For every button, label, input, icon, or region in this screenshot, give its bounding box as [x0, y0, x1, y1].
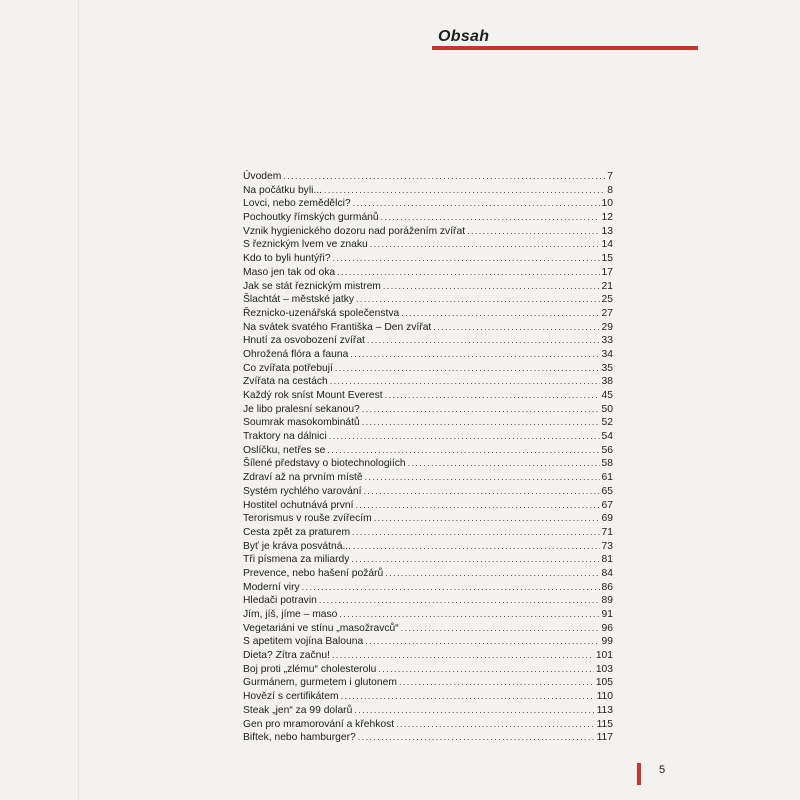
toc-entry-page: 113 [596, 704, 613, 716]
toc-entry-page: 13 [601, 225, 613, 237]
toc-dot-leader [329, 430, 600, 444]
toc-dot-leader [362, 416, 600, 430]
toc-entry-page: 33 [601, 335, 613, 347]
toc-entry [243, 362, 613, 376]
toc-entry-title: Hostitel ochutnává první [243, 499, 354, 511]
toc-entry-page: 29 [601, 321, 613, 333]
toc-dot-leader [353, 197, 600, 211]
toc-dot-leader [327, 444, 599, 458]
toc-dot-leader [374, 512, 600, 526]
toc-entry-title: Biftek, nebo hamburger? [243, 732, 356, 744]
toc-entry-title: Traktory na dálnici [243, 431, 327, 443]
toc-entry-page: 12 [601, 212, 613, 224]
toc-entry [243, 252, 613, 266]
toc-dot-leader [363, 485, 599, 499]
toc-entry [243, 184, 613, 198]
toc-entry-title: Vegetariáni ve stínu „masožravců“ [243, 622, 399, 634]
toc-dot-leader [330, 375, 600, 389]
toc-entry [243, 731, 613, 745]
toc-entry-page: 101 [595, 650, 613, 662]
toc-dot-leader [362, 403, 600, 417]
toc-entry-title: Oslíčku, netřes se [243, 444, 326, 456]
toc-entry-title: Maso jen tak od oka [243, 266, 336, 278]
toc-entry-title: Vznik hygienického dozoru nad porážením zvířat [243, 225, 466, 237]
toc-entry-title: Terorismus v rouše zvířecím [243, 513, 372, 525]
toc-dot-leader [399, 676, 594, 690]
toc-entry [243, 512, 613, 526]
toc-dot-leader [385, 567, 599, 581]
toc-entry-page: 84 [601, 567, 613, 579]
toc-entry-title: Byť je kráva posvátná... [243, 540, 352, 552]
toc-entry [243, 238, 613, 252]
toc-entry [243, 704, 613, 718]
toc-dot-leader [339, 608, 599, 622]
toc-entry-page: 52 [601, 417, 613, 429]
toc-entry-page: 7 [607, 171, 613, 182]
toc-entry-page: 65 [601, 485, 613, 497]
toc-entry-title: Na počátku byli... [243, 184, 322, 196]
footer-accent-bar [637, 763, 641, 785]
toc-entry-page: 54 [601, 431, 613, 443]
toc-entry-page: 50 [601, 403, 613, 415]
toc-entry-title: Gurmánem, gurmetem i glutonem [243, 677, 397, 689]
toc-dot-leader [319, 594, 600, 608]
toc-entry-page: 115 [596, 718, 613, 730]
toc-dot-leader [381, 211, 600, 225]
toc-entry-page: 10 [601, 198, 613, 210]
page-number: 5 [659, 764, 666, 776]
toc-entry-title: Co zvířata potřebují [243, 362, 333, 374]
toc-entry [243, 430, 613, 444]
toc-entry [243, 403, 613, 417]
toc-entry-page: 15 [601, 253, 613, 265]
toc-entry [243, 170, 613, 184]
toc-dot-leader [385, 389, 600, 403]
toc-entry [243, 211, 613, 225]
toc-entry-title: Jak se stát řeznickým mistrem [243, 280, 381, 292]
title-underline-rule [432, 46, 698, 50]
toc-entry [243, 553, 613, 567]
toc-dot-leader [383, 280, 600, 294]
toc-entry [243, 444, 613, 458]
toc-entry-title: Dieta? Zítra začnu! [243, 650, 330, 662]
toc-dot-leader [353, 540, 600, 554]
toc-entry [243, 416, 613, 430]
toc-entry-page: 103 [595, 663, 613, 675]
toc-dot-leader [352, 526, 600, 540]
toc-dot-leader [337, 266, 599, 280]
toc-entry-title: Šlachtát – městské jatky [243, 294, 355, 306]
toc-entry-page: 69 [601, 513, 613, 525]
toc-entry-page: 35 [601, 362, 613, 374]
toc-entry-title: Zvířata na cestách [243, 376, 328, 388]
toc-dot-leader [365, 471, 600, 485]
toc-entry [243, 608, 613, 622]
toc-entry [243, 348, 613, 362]
toc-entry-page: 21 [601, 280, 613, 292]
toc-dot-leader [370, 238, 600, 252]
toc-entry [243, 594, 613, 608]
toc-dot-leader [324, 184, 605, 198]
page-title: Obsah [438, 28, 490, 45]
toc-entry-title: Řeznicko-uzenářská společenstva [243, 307, 400, 319]
toc-entry-page: 117 [596, 732, 613, 744]
toc-entry-page: 99 [601, 636, 613, 648]
toc-entry-page: 67 [601, 499, 613, 511]
toc-entry-page: 45 [601, 390, 613, 401]
toc-dot-leader [335, 362, 600, 376]
toc-dot-leader [401, 622, 600, 636]
toc-dot-leader [367, 334, 600, 348]
toc-entry-title: Kdo to byli huntýři? [243, 253, 331, 265]
toc-entry-title: Hledači potravin [243, 595, 317, 607]
toc-dot-leader [356, 293, 600, 307]
toc-entry [243, 197, 613, 211]
toc-dot-leader [365, 635, 599, 649]
toc-entry [243, 663, 613, 677]
toc-dot-leader [302, 581, 600, 595]
toc-entry-title: Soumrak masokombinátů [243, 417, 360, 429]
toc-entry-page: 81 [601, 554, 613, 566]
toc-entry [243, 485, 613, 499]
toc-entry [243, 567, 613, 581]
toc-entry-page: 8 [607, 184, 613, 196]
toc-entry-title: S apetitem vojína Balouna [243, 636, 364, 648]
toc-entry-page: 91 [601, 609, 613, 620]
toc-dot-leader [401, 307, 599, 321]
toc-entry-title: S řeznickým lvem ve znaku [243, 239, 368, 251]
toc-dot-leader [396, 718, 594, 732]
toc-entry-title: Zdraví až na prvním místě [243, 472, 363, 484]
toc-entry-title: Lovci, nebo zemědělci? [243, 198, 351, 210]
toc-entry-page: 58 [601, 458, 613, 470]
toc-entry-title: Systém rychlého varování [243, 485, 362, 497]
toc-dot-leader [283, 170, 605, 184]
toc-entry [243, 622, 613, 636]
toc-entry-title: Jím, jíš, jíme – maso [243, 609, 338, 620]
toc-entry [243, 280, 613, 294]
toc-dot-leader [332, 649, 594, 663]
toc-dot-leader [351, 553, 599, 567]
toc-dot-leader [408, 457, 600, 471]
table-of-contents [243, 170, 613, 745]
toc-entry-title: Každý rok sníst Mount Everest [243, 390, 383, 401]
toc-entry [243, 649, 613, 663]
toc-entry [243, 321, 613, 335]
toc-entry [243, 676, 613, 690]
toc-entry-page: 61 [601, 472, 613, 484]
toc-entry-page: 73 [601, 540, 613, 552]
toc-dot-leader [358, 731, 595, 745]
toc-entry-page: 89 [601, 595, 613, 607]
toc-entry [243, 225, 613, 239]
toc-entry-page: 71 [601, 526, 613, 538]
toc-entry-title: Šílené představy o biotechnologiích [243, 458, 406, 470]
toc-entry [243, 471, 613, 485]
toc-entry-page: 110 [596, 691, 613, 703]
toc-entry-page: 25 [601, 294, 613, 306]
toc-entry [243, 499, 613, 513]
page-edge-shadow [78, 0, 79, 800]
toc-entry-page: 27 [601, 307, 613, 319]
toc-entry [243, 307, 613, 321]
toc-entry [243, 389, 613, 403]
toc-entry-page: 17 [601, 266, 613, 278]
toc-dot-leader [350, 348, 599, 362]
toc-entry-title: Moderní viry [243, 581, 300, 593]
toc-entry-title: Na svátek svatého Františka – Den zvířat [243, 321, 432, 333]
toc-entry [243, 293, 613, 307]
toc-entry-title: Je libo pralesní sekanou? [243, 403, 360, 415]
toc-dot-leader [354, 704, 594, 718]
toc-entry-title: Gen pro mramorování a křehkost [243, 718, 395, 730]
toc-entry [243, 375, 613, 389]
toc-entry-title: Tři písmena za miliardy [243, 554, 350, 566]
toc-dot-leader [355, 499, 599, 513]
toc-entry-title: Úvodem [243, 171, 282, 182]
toc-entry-page: 38 [601, 376, 613, 388]
toc-entry-title: Pochoutky římských gurmánů [243, 212, 379, 224]
toc-entry-page: 86 [601, 581, 613, 593]
toc-entry-title: Ohrožená flóra a fauna [243, 348, 349, 360]
toc-entry [243, 457, 613, 471]
toc-entry-title: Cesta zpět za praturem [243, 526, 351, 538]
toc-entry-title: Hovězí s certifikátem [243, 691, 339, 703]
toc-entry [243, 718, 613, 732]
toc-entry [243, 266, 613, 280]
toc-entry-title: Steak „jen“ za 99 dolarů [243, 704, 353, 716]
toc-dot-leader [378, 663, 593, 677]
toc-entry [243, 690, 613, 704]
toc-dot-leader [341, 690, 595, 704]
toc-entry-title: Prevence, nebo hašení požárů [243, 567, 384, 579]
toc-entry-page: 56 [601, 444, 613, 456]
toc-dot-leader [333, 252, 600, 266]
toc-entry-title: Hnutí za osvobození zvířat [243, 335, 365, 347]
toc-entry [243, 334, 613, 348]
toc-dot-leader [433, 321, 599, 335]
toc-entry-page: 14 [601, 239, 613, 251]
toc-entry-page: 34 [601, 348, 613, 360]
toc-entry [243, 581, 613, 595]
toc-entry [243, 526, 613, 540]
toc-dot-leader [467, 225, 599, 239]
toc-entry [243, 635, 613, 649]
toc-entry-page: 105 [595, 677, 613, 689]
toc-entry [243, 540, 613, 554]
toc-entry-title: Boj proti „zlému“ cholesterolu [243, 663, 377, 675]
toc-entry-page: 96 [601, 622, 613, 634]
